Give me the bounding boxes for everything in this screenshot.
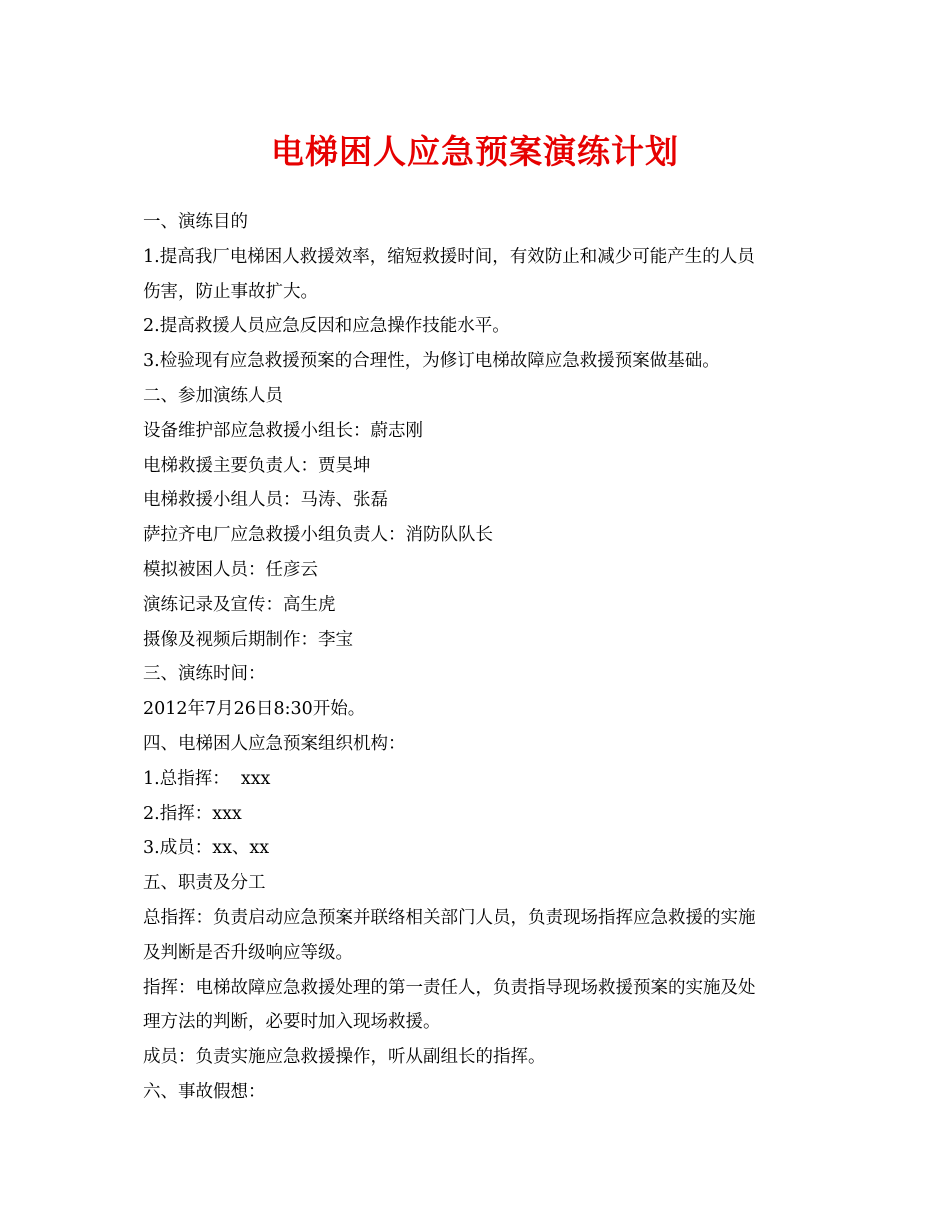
body-line: 电梯救援主要负责人：贾昊坤	[143, 455, 371, 476]
section-heading-purpose: 一、演练目的	[143, 212, 248, 232]
section-heading-participants: 二、参加演练人员	[143, 385, 283, 406]
body-line: 2.指挥：xxx	[143, 803, 242, 824]
body-line: 萨拉齐电厂应急救援小组负责人：消防队队长	[143, 525, 493, 546]
section-heading-time: 三、演练时间：	[143, 664, 266, 685]
body-line: 1.提高我厂电梯困人救援效率，缩短救援时间，有效防止和减少可能产生的人员	[143, 246, 755, 267]
body-line: 设备维护部应急救援小组长：蔚志刚	[143, 420, 423, 441]
body-line: 理方法的判断，必要时加入现场救援。	[143, 1012, 441, 1033]
body-line: 2.提高救援人员应急反因和应急操作技能水平。	[143, 316, 510, 337]
body-line: 摄像及视频后期制作：李宝	[143, 629, 353, 650]
body-line: 总指挥：负责启动应急预案并联络相关部门人员，负责现场指挥应急救援的实施	[143, 907, 756, 928]
body-line: 电梯救援小组人员：马涛、张磊	[143, 490, 388, 511]
body-line: 演练记录及宣传：高生虎	[143, 594, 336, 615]
document-body	[143, 205, 813, 1110]
body-line: 3.成员：xx、xx	[143, 838, 270, 859]
body-line: 指挥：电梯故障应急救援处理的第一责任人，负责指导现场救援预案的实施及处	[143, 977, 756, 998]
section-heading-duties: 五、职责及分工	[143, 873, 266, 894]
body-line: 1.总指挥： xxx	[143, 768, 271, 789]
document-title: 电梯困人应急预案演练计划	[271, 132, 679, 171]
body-line: 成员：负责实施应急救援操作，听从副组长的指挥。	[143, 1047, 546, 1068]
section-heading-scenario: 六、事故假想：	[143, 1081, 266, 1102]
body-line: 及判断是否升级响应等级。	[143, 942, 353, 963]
body-line: 模拟被困人员：任彦云	[143, 559, 318, 580]
body-line: 伤害，防止事故扩大。	[143, 281, 318, 302]
body-line: 3.检验现有应急救援预案的合理性，为修订电梯故障应急救援预案做基础。	[143, 351, 720, 372]
body-line: 2012年7月26日8:30开始。	[143, 699, 366, 720]
section-heading-organization: 四、电梯困人应急预案组织机构：	[143, 733, 406, 754]
